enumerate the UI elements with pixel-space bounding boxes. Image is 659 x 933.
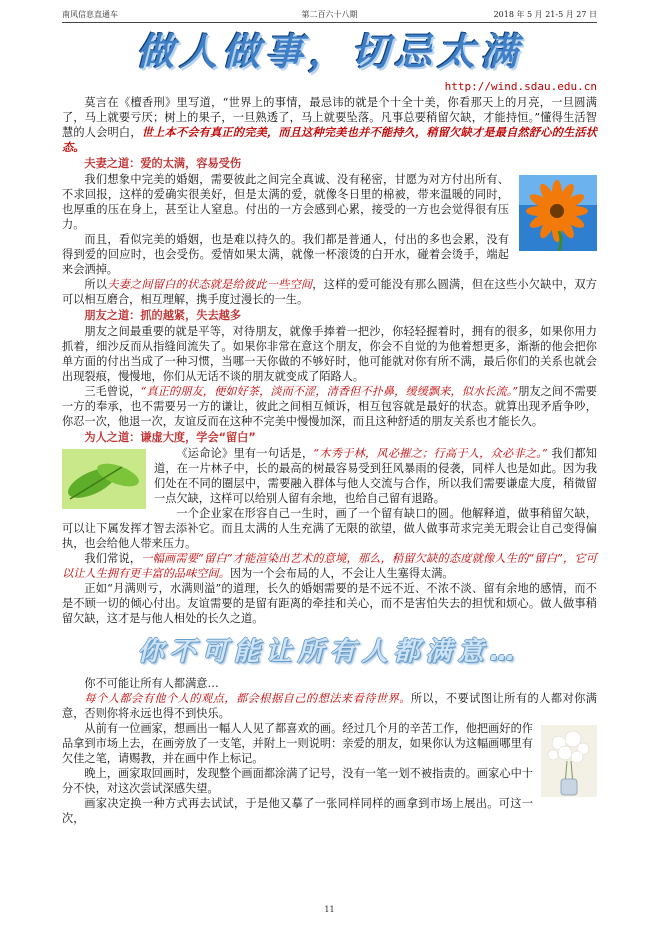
paragraph: 画家决定换一种方式再去试试，于是他又摹了一张同样同样的画拿到市场上展出。可这一次， xyxy=(62,797,533,825)
paragraph: 所以夫妻之间留白的状态就是给彼此一些空间，这样的爱可能没有那么圆满，但在这些小欠缺中，双方可以相互磨合，相互理解，携手度过漫长的一生。 xyxy=(62,278,597,306)
paragraph: 从前有一位画家，想画出一幅人人见了都喜欢的画。经过几个月的辛苦工作，他把画好的作品拿到市场上去，在画旁放了一支笔，并附上一则说明：亲爱的朋友，如果你认为这幅画哪里有欠佳之笔，请赐教，并在画中作上标记。 xyxy=(62,722,533,765)
header-date: 2018 年 5 月 21-5 月 27 日 xyxy=(493,10,597,19)
highlight-text: “真正的朋友，便如好茶，淡而不涩，清香但不扑鼻，缓缓飘来，似水长流。” xyxy=(140,385,519,398)
article-body xyxy=(62,95,597,826)
paragraph: 莫言在《檀香刑》里写道，“世界上的事情，最忌讳的就是个十全十美，你看那天上的月亮，一旦圆满了，马上就要亏厌；树上的果子，一旦熟透了，马上就要坠落。凡事总要稍留欠缺，才能持恒。”懂得生活智慧的人会明白，世上本不会有真正的完美，而且这种完美也并不能持久，稍留欠缺才是最自然舒心的生活状态。 xyxy=(62,96,597,154)
section-heading: 夫妻之道：爱的太满，容易受伤 xyxy=(84,157,242,170)
white-flowers-icon xyxy=(541,725,597,797)
paragraph: 我们想象中完美的婚姻，需要彼此之间完全真诚、没有秘密，甘愿为对方付出所有、不求回报，这样的爱确实很美好，但是太满的爱，就像冬日里的棉被，带来温暖的同时，也厚重的压在身上，甚至让人窒息。付出的一方会感到心累，接受的一方也会觉得很有压力。 xyxy=(62,173,509,231)
orange-flower-icon xyxy=(519,175,597,251)
paragraph: 一个企业家在形容自己一生时，画了一个留有缺口的圆。他解释道，做事稍留欠缺，可以让下属发挥才智去添补它。而且太满的人生充满了无限的欲望，做人做事苛求完美无瑕会让自己变得偏执，也会给他人带来压力。 xyxy=(62,507,597,550)
section-heading: 朋友之道：抓的越紧，失去越多 xyxy=(84,309,242,322)
article-title: 做人做事，切忌太满 xyxy=(135,30,523,74)
page-header xyxy=(62,6,597,23)
highlight-text: 一幅画需要“留白”才能渲染出艺术的意境，那么，稍留欠缺的态度就像人生的“留白”，它可以让人生拥有更丰富的品味空间。 xyxy=(62,552,597,580)
paragraph: 《运命论》里有一句话是，“木秀于林，风必摧之；行高于人，众必非之。” 我们都知道，在一片林子中，长的最高的树最容易受到狂风暴雨的侵袭，同样人也是如此。因为我们处在不同的圈层中，需要融入群体与他人交流与合作，所以我们需要谦虚大度，稍微留一点欠缺，这样可以给别人留有余地，也给自己留有退路。 xyxy=(62,446,597,506)
second-article-title: 你不可能让所有人都满意… xyxy=(137,637,522,667)
highlight-text: “木秀于林，风必摧之；行高于人，众必非之。” xyxy=(313,447,548,460)
section-heading: 为人之道：谦虚大度，学会“留白” xyxy=(84,431,256,444)
paragraph: 晚上，画家取回画时，发现整个画面都涂满了记号，没有一笔一划不被指责的。画家心中十分不快，对这次尝试深感失望。 xyxy=(62,767,533,795)
highlight-text: 每个人都会有他个人的观点，都会根据自己的想法来看待世界。 xyxy=(84,692,411,705)
paragraph: 正如“月满则亏，水满则溢”的道理，长久的婚姻需要的是不远不近、不浓不淡、留有余地的感情，而不是不顾一切的倾心付出。友谊需要的是留有距离的牵挂和关心，而不是害怕失去的担忧和烦心。做人做事稍留欠缺，这才是与他人相处的长久之道。 xyxy=(62,582,597,625)
header-issue: 第二百六十八期 xyxy=(301,10,358,19)
green-leaves-icon xyxy=(62,449,146,509)
paragraph: 而且，看似完美的婚姻，也是难以持久的。我们都是普通人，付出的多也会累，没有得到爱的回应时，也会受伤。爱情如果太满，就像一杯滚烫的白开水，碰着会烫手，端起来会洒掉。 xyxy=(62,233,509,276)
page-number: 11 xyxy=(324,905,335,914)
paragraph: 三毛曾说，“真正的朋友，便如好茶，淡而不涩，清香但不扑鼻，缓缓飘来，似水长流。”朋友之间不需要一方的奉承，也不需要另一方的谦让，彼此之间相互倾诉，相互包容就是最好的状态。就算出现矛盾争吵，你忍一次，他退一次，友谊反而在这种不完美中慢慢加深，而且这种舒适的朋友关系也才能长久。 xyxy=(62,385,597,428)
highlight-text: 世上本不会有真正的完美，而且这种完美也并不能持久，稍留欠缺才是最自然舒心的生活状态。 xyxy=(62,125,597,154)
paragraph: 你不可能让所有人都满意… xyxy=(84,677,219,690)
paragraph: 每个人都会有他个人的观点，都会根据自己的想法来看待世界。所以，不要试图让所有的人都对你满意，否则你将永远也得不到快乐。 xyxy=(62,692,597,720)
paragraph: 我们常说，一幅画需要“留白”才能渲染出艺术的意境，那么，稍留欠缺的态度就像人生的“留白”，它可以让人生拥有更丰富的品味空间。因为一个会布局的人，不会让人生塞得太满。 xyxy=(62,552,597,580)
highlight-text: 夫妻之间留白的状态就是给彼此一些空间 xyxy=(107,278,313,291)
source-url[interactable]: http://wind.sdau.edu.cn xyxy=(444,80,597,93)
paragraph: 朋友之间最重要的就是平等，对待朋友，就像手捧着一把沙，你轻轻握着时，拥有的很多，如果你用力抓着，细沙反而从指缝间流失了。如果你非常在意这个朋友，你会不自觉的为他着想更多，渐渐的他会把你单方面的付出当成了一种习惯，当哪一天你做的不够好时，他可能就对你有所不满，最后你们的关系也就会出现裂痕，慢慢地，你们从无话不谈的朋友就变成了陌路人。 xyxy=(62,325,597,383)
header-publication: 南风信息直通车 xyxy=(62,10,118,19)
